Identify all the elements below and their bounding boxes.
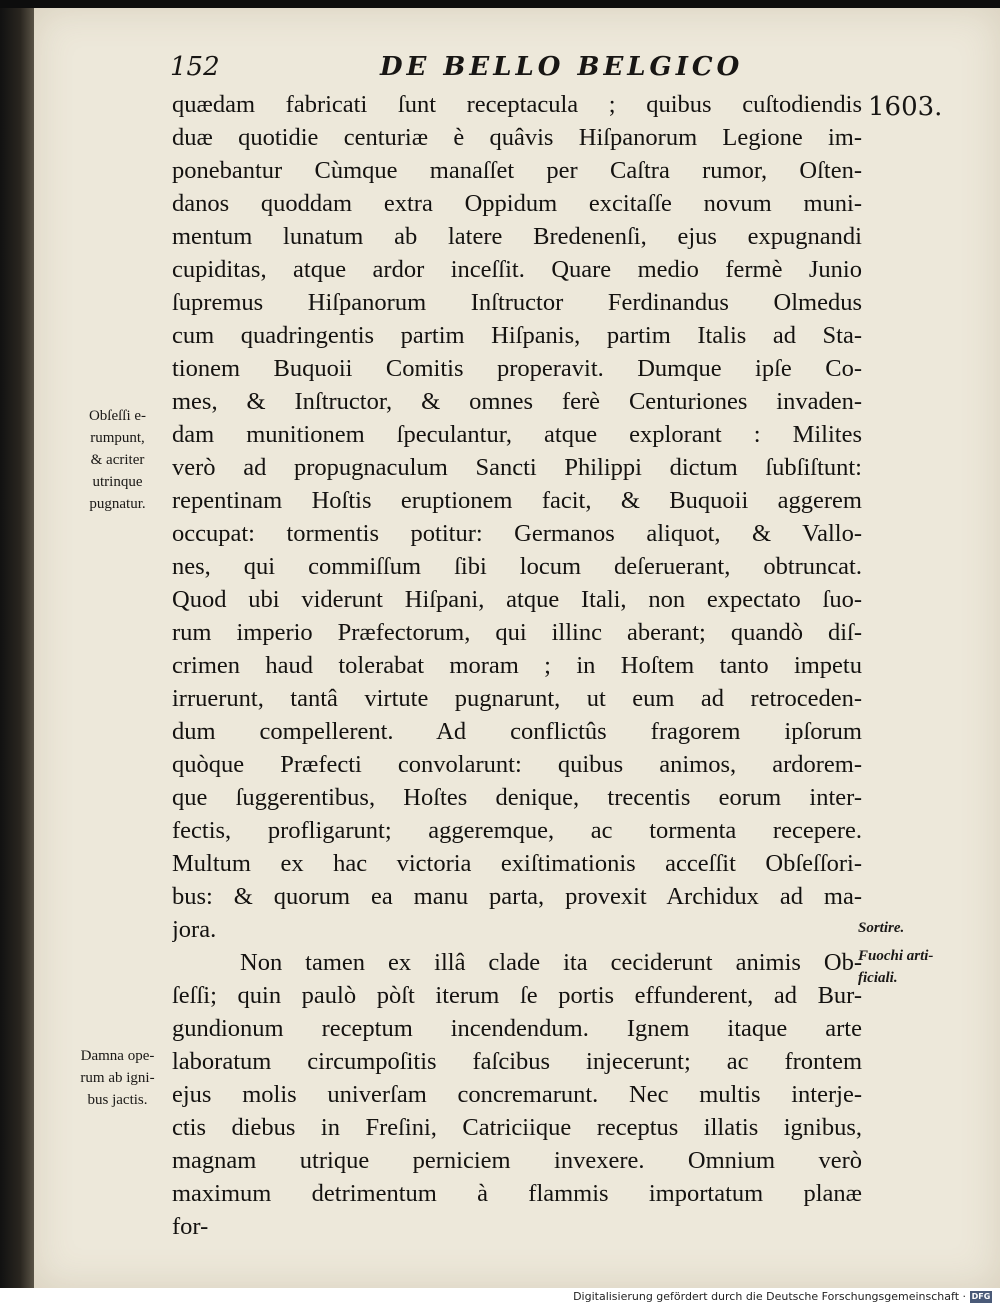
text-line: for-: [172, 1213, 209, 1240]
margin-note-line: Sortire.: [858, 920, 905, 936]
text-line: danos quoddam extra Oppidum excitaſſe novum muni-: [172, 190, 862, 217]
margin-note-line: bus jactis.: [87, 1092, 148, 1108]
margin-note-line: rumpunt,: [90, 430, 145, 446]
margin-note-line: Fuochi arti-: [858, 948, 934, 964]
text-line: cum quadringentis partim Hiſpanis, partim Italis ad Sta-: [172, 322, 862, 349]
text-line: fectis, profligarunt; aggeremque, ac tormenta recepere.: [172, 817, 862, 844]
text-line: ſupremus Hiſpanorum Inſtructor Ferdinandus Olmedus: [172, 289, 862, 316]
margin-note-line: Damna ope-: [80, 1048, 155, 1064]
text-line: verò ad propugnaculum Sancti Philippi dictum ſubſiſtunt:: [172, 454, 862, 481]
page-header: [170, 48, 870, 88]
dfg-logo-icon: DFG: [971, 1292, 991, 1301]
text-line: repentinam Hoſtis eruptionem facit, & Buquoii aggerem: [172, 487, 862, 514]
page-number: 152: [170, 52, 220, 82]
running-title: DE BELLO BELGICO: [380, 52, 744, 82]
text-line: bus: & quorum ea manu parta, provexit Archidux ad ma-: [172, 883, 862, 910]
text-line: dum compellerent. Ad conflictûs fragorem ipſorum: [172, 718, 862, 745]
text-line: laboratum circumpoſitis faſcibus injecerunt; ac frontem: [172, 1048, 862, 1075]
text-line: tionem Buquoii Comitis properavit. Dumque ipſe Co-: [172, 355, 862, 382]
text-line: cupiditas, atque ardor inceſſit. Quare medio fermè Junio: [172, 256, 862, 283]
text-line: dam munitionem ſpeculantur, atque explorant : Milites: [172, 421, 862, 448]
margin-note-line: pugnatur.: [89, 496, 146, 512]
margin-note-line: & acriter: [90, 452, 145, 468]
body-text: [172, 88, 862, 1243]
text-line: mentum lunatum ab latere Bredenenſi, ejus expugnandi: [172, 223, 862, 250]
margin-note-line: ficiali.: [858, 970, 898, 986]
funding-credit: Digitalisierung gefördert durch die Deutsche Forschungsgemeinschaft ·: [573, 1290, 966, 1303]
year-marginal: 1603.: [868, 92, 943, 122]
text-line: ponebantur Cùmque manaſſet per Caſtra rumor, Oſten-: [172, 157, 862, 184]
text-line: quòque Præfecti convolarunt: quibus animos, ardorem-: [172, 751, 862, 778]
text-line: nes, qui commiſſum ſibi locum deſeruerant, obtruncat.: [172, 553, 862, 580]
margin-note-sortie: [70, 405, 165, 515]
text-line: mes, & Inſtructor, & omnes ferè Centuriones invaden-: [172, 388, 862, 415]
text-line: occupat: tormentis potitur: Germanos aliquot, & Vallo-: [172, 520, 862, 547]
text-line: duæ quotidie centuriæ è quâvis Hiſpanorum Legione im-: [172, 124, 862, 151]
text-line: quædam fabricati ſunt receptacula ; quibus cuſtodiendis: [172, 91, 862, 118]
text-line: jora.: [172, 916, 217, 943]
text-line: rum imperio Præfectorum, qui illinc aberant; quandò diſ-: [172, 619, 862, 646]
text-line: Quod ubi viderunt Hiſpani, atque Itali, non expectato ſuo-: [172, 586, 862, 613]
text-line: irruerunt, tantâ virtute pugnarunt, ut eum ad retroceden-: [172, 685, 862, 712]
footer-bar: [0, 1288, 1000, 1307]
text-line: ſeſſi; quin paulò pòſt iterum ſe portis effunderent, ad Bur-: [172, 982, 862, 1009]
margin-note-line: Obſeſſi e-: [88, 408, 147, 424]
margin-note-fire-damage: [70, 1045, 165, 1111]
text-line: gundionum receptum incendendum. Ignem itaque arte: [172, 1015, 862, 1042]
margin-note-sortire: [858, 917, 968, 939]
text-line: Non tamen ex illâ clade ita ceciderunt animis Ob-: [240, 949, 862, 976]
text-line: ejus molis univerſam concremarunt. Nec multis interje-: [172, 1081, 862, 1108]
text-line: maximum detrimentum à flammis importatum planæ: [172, 1180, 862, 1207]
text-line: que ſuggerentibus, Hoſtes denique, trecentis eorum inter-: [172, 784, 862, 811]
text-line: Multum ex hac victoria exiſtimationis acceſſit Obſeſſori-: [172, 850, 862, 877]
margin-note-line: rum ab igni-: [80, 1070, 155, 1086]
text-line: crimen haud tolerabat moram ; in Hoſtem tanto impetu: [172, 652, 862, 679]
margin-note-fuochi: [858, 945, 968, 989]
margin-note-line: utrinque: [92, 474, 143, 490]
text-line: magnam utrique perniciem invexere. Omnium verò: [172, 1147, 862, 1174]
text-line: ctis diebus in Freſini, Catriciique receptus illatis ignibus,: [172, 1114, 862, 1141]
book-binding-edge: [0, 8, 34, 1288]
